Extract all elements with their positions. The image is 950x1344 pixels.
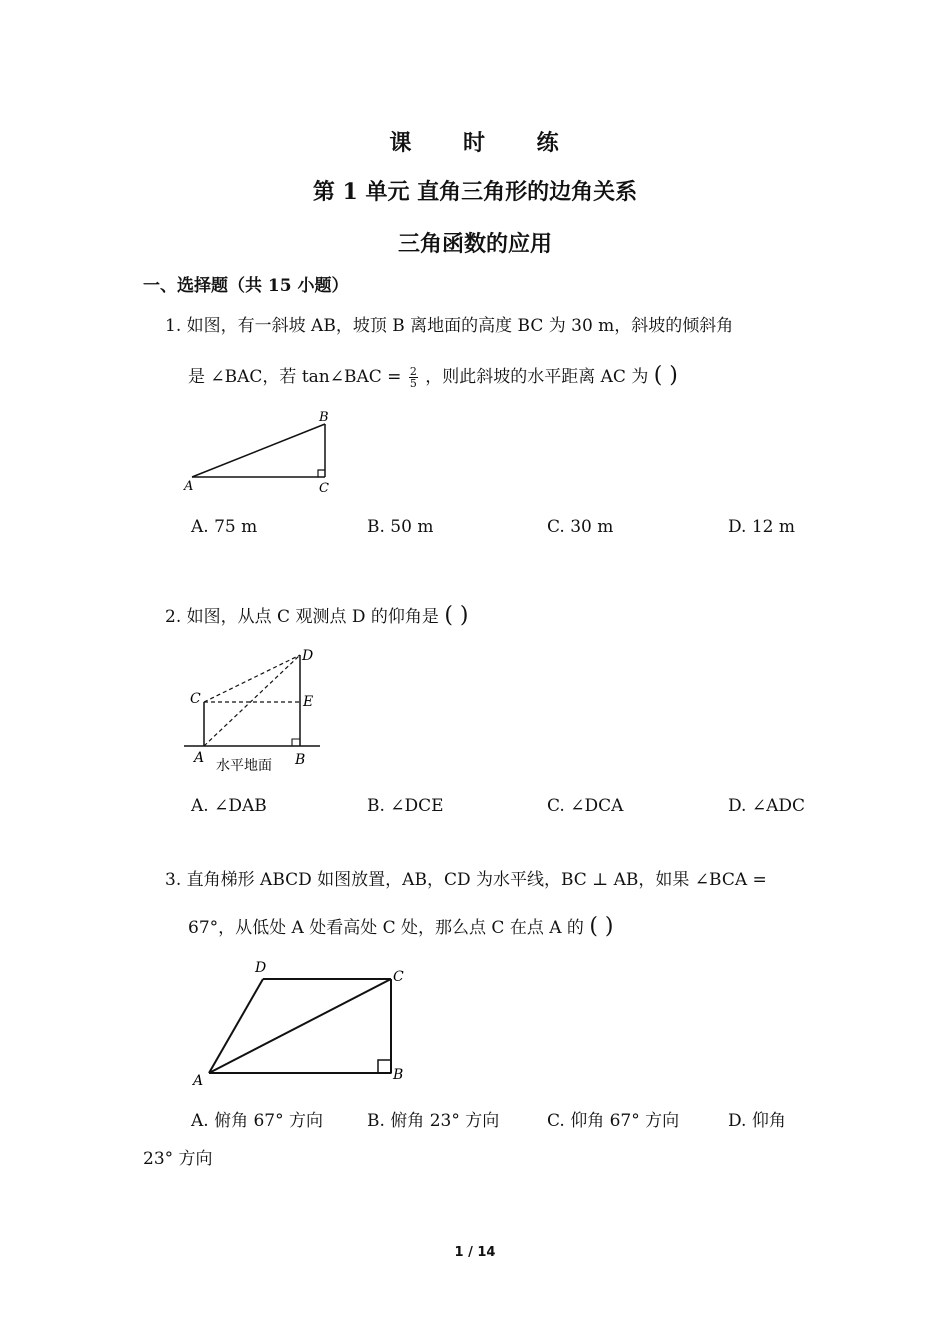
question-number: 3. [165, 870, 182, 890]
fraction [409, 366, 418, 389]
label-c: C [393, 969, 404, 985]
question-text: 如图，有一斜坡 AB，坡顶 B 离地面的高度 BC 为 30 m，斜坡的倾斜角 [186, 316, 734, 336]
question-text: ，则此斜坡的水平距离 AC 为 [425, 367, 649, 387]
section-heading: 一、选择题（共 15 小题） [143, 276, 349, 296]
q2-option-d[interactable]: D. ∠ADC [728, 796, 805, 816]
label-e: E [303, 694, 314, 710]
fraction-numerator: 2 [409, 365, 417, 378]
label-b: B [393, 1067, 404, 1083]
answer-blank: ( ) [444, 603, 469, 628]
label-c: C [190, 691, 201, 707]
right-angle-mark [378, 1060, 391, 1073]
q3-option-d[interactable]: D. 仰角 [728, 1111, 786, 1131]
label-b: B [319, 410, 329, 425]
q3-option-a[interactable]: A. 俯角 67° 方向 [191, 1111, 324, 1131]
question-text: 直角梯形 ABCD 如图放置，AB，CD 为水平线，BC ⊥ AB，如果 ∠BCA = [186, 870, 767, 890]
q1-option-c[interactable]: C. 30 m [547, 517, 614, 537]
q1-option-b[interactable]: B. 50 m [367, 517, 434, 537]
label-a: A [194, 750, 205, 766]
label-d: D [255, 960, 267, 976]
right-angle-mark [292, 739, 300, 746]
label-a: A [193, 1073, 204, 1089]
right-angle-mark [318, 470, 325, 477]
page-number: 1 / 14 [454, 1245, 496, 1260]
q1-option-d[interactable]: D. 12 m [728, 517, 795, 537]
figure-elevation [180, 643, 330, 778]
segment-ad [204, 655, 300, 746]
lesson-title: 三角函数的应用 [397, 231, 552, 257]
answer-blank: ( ) [589, 914, 614, 939]
figure-trapezoid [185, 955, 415, 1090]
question-number: 2. [165, 607, 182, 627]
question-number: 1. [165, 316, 182, 336]
segment-cd [204, 655, 300, 702]
question-1-line-2 [188, 363, 678, 389]
q1-option-a[interactable]: A. 75 m [191, 517, 258, 537]
figure-slope-triangle [180, 405, 340, 495]
fraction-denominator: 5 [409, 377, 417, 390]
question-text: 如图，从点 C 观测点 D 的仰角是 [186, 607, 439, 627]
q3-option-c[interactable]: C. 仰角 67° 方向 [547, 1111, 680, 1131]
answer-blank: ( ) [653, 363, 678, 388]
question-text: 67°，从低处 A 处看高处 C 处，那么点 C 在点 A 的 [188, 918, 584, 938]
q3-option-d-wrap: 23° 方向 [143, 1149, 213, 1169]
doc-title: 课 时 练 [389, 130, 581, 156]
label-ground: 水平地面 [216, 758, 272, 774]
label-a: A [184, 479, 194, 494]
label-d: D [302, 648, 314, 664]
question-2-line-1 [165, 603, 468, 629]
q3-option-b[interactable]: B. 俯角 23° 方向 [367, 1111, 500, 1131]
unit-title: 第 1 单元 直角三角形的边角关系 [312, 179, 638, 205]
q2-option-c[interactable]: C. ∠DCA [547, 796, 624, 816]
question-3-line-1 [165, 870, 767, 890]
label-c: C [319, 481, 329, 495]
q2-option-a[interactable]: A. ∠DAB [191, 796, 267, 816]
question-3-line-2 [188, 914, 614, 940]
label-b: B [295, 752, 306, 768]
question-text: 是 ∠BAC，若 tan∠BAC = [188, 367, 402, 387]
q2-option-b[interactable]: B. ∠DCE [367, 796, 444, 816]
question-1-line-1 [165, 316, 733, 336]
segment-ab [192, 424, 325, 477]
